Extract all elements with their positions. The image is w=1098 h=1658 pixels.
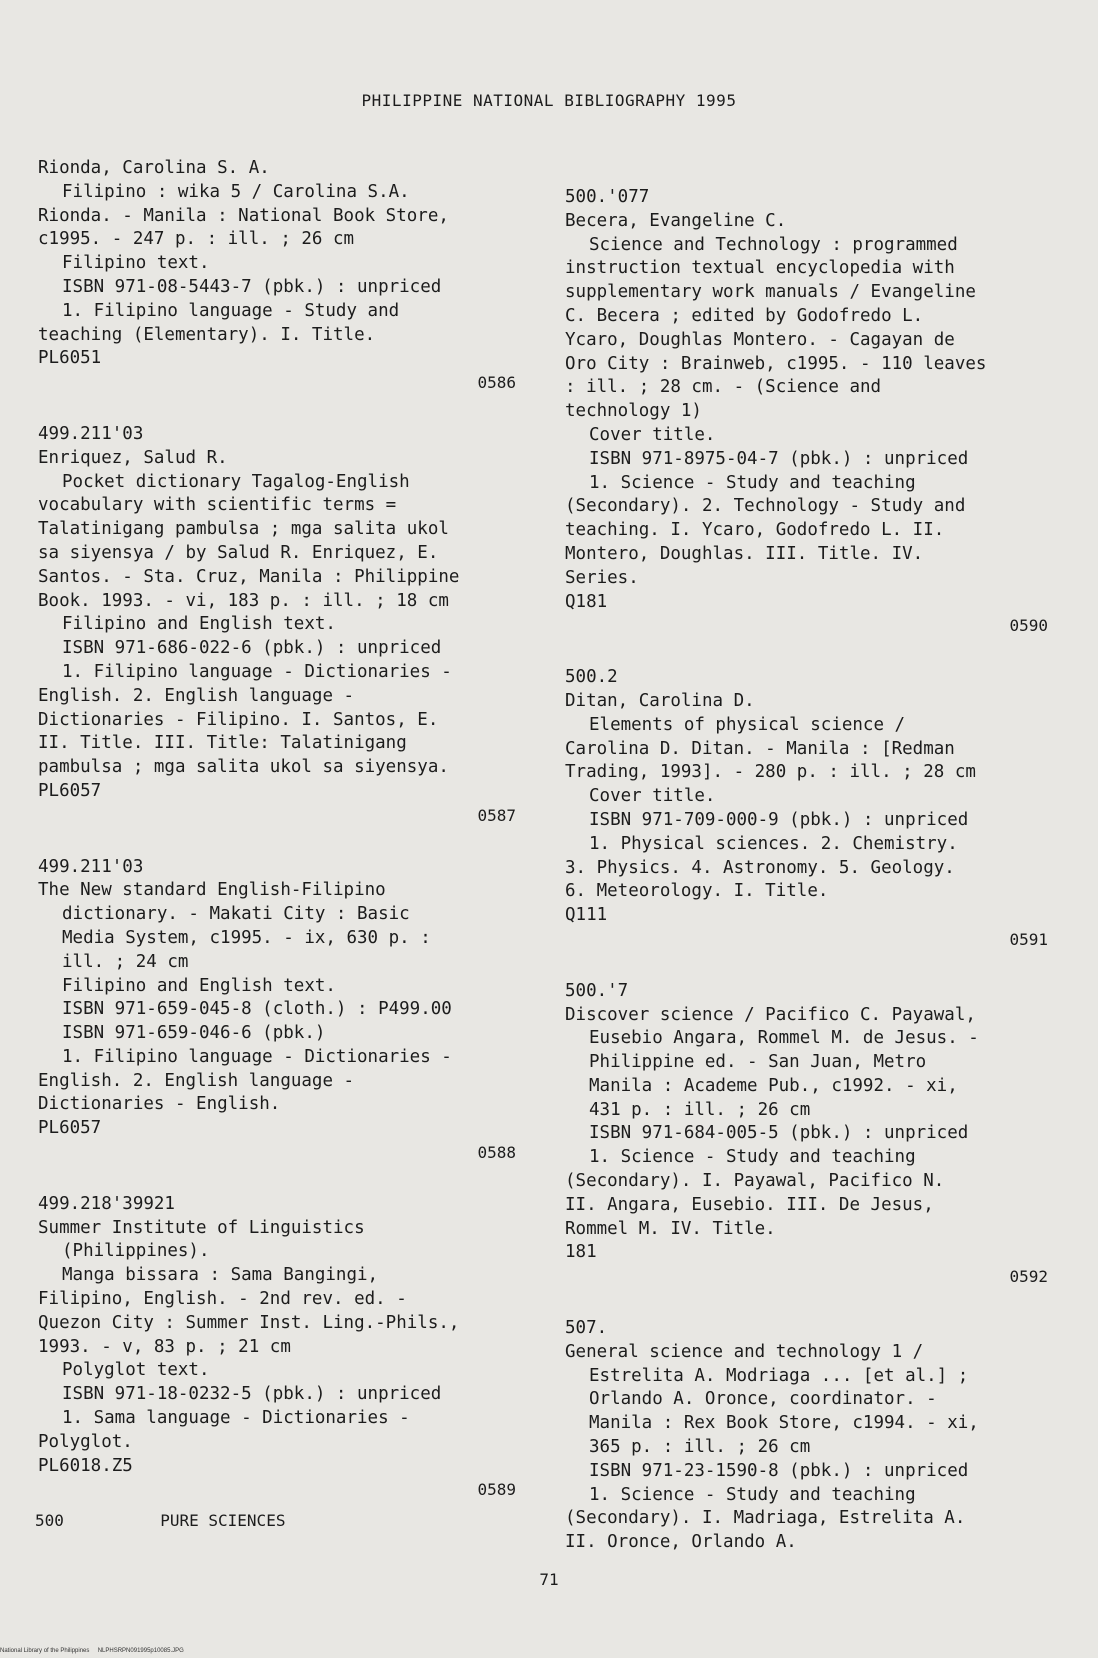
entry-line: Santos. - Sta. Cruz, Manila : Philippine [38, 566, 460, 587]
entry-number: 0589 [477, 1480, 516, 1500]
entry-line: Orlando A. Oronce, coordinator. - [589, 1389, 937, 1410]
entry-line: PL6057 [38, 1118, 102, 1139]
entry-line: 1. Physical sciences. 2. Chemistry. [589, 833, 958, 854]
entry-line: Manila : Academe Pub., c1992. - xi, [589, 1075, 958, 1096]
entry-line: Polyglot text. [62, 1360, 210, 1381]
entry-line: Filipino text. [62, 253, 210, 274]
entry-line: PL6057 [38, 780, 102, 801]
entry-number: 0592 [1009, 1267, 1048, 1287]
entry-line: (Secondary). 2. Technology - Study and [565, 496, 966, 517]
entry-line: Cover title. [589, 424, 716, 445]
entry-line: Filipino and English text. [62, 975, 336, 996]
entry-line: PL6018.Z5 [38, 1455, 133, 1476]
entry-line: 1. Sama language - Dictionaries - [62, 1408, 410, 1429]
entry-line: ISBN 971-659-046-6 (pbk.) [62, 1023, 326, 1044]
entry-line: (Secondary). I. Madriaga, Estrelita A. [565, 1508, 966, 1529]
entry-line: Series. [565, 567, 639, 588]
entry-line: Summer Institute of Linguistics [38, 1217, 365, 1238]
entry-line: Manila : Rex Book Store, c1994. - xi, [589, 1413, 979, 1434]
entry-line: 499.211'03 [38, 423, 144, 444]
entry-line: ISBN 971-659-045-8 (cloth.) : P499.00 [62, 999, 452, 1020]
bibliography-entry [38, 423, 528, 828]
entry-line: 1. Filipino language - Dictionaries - [62, 1046, 452, 1067]
entry-line: 1. Filipino language - Dictionaries - [62, 661, 452, 682]
entry-line: sa siyensya / by Salud R. Enriquez, E. [38, 542, 439, 563]
bibliography-entry [565, 186, 1060, 638]
entry-line: Enriquez, Salud R. [38, 447, 228, 468]
entry-line: Ditan, Carolina D. [565, 690, 755, 711]
bibliography-entry [38, 1193, 528, 1502]
entry-line: 500.'077 [565, 187, 650, 207]
entry-line: instruction textual encyclopedia with [565, 258, 955, 279]
bibliography-entry [565, 980, 1060, 1289]
entry-line: Manga bissara : Sama Bangingi, [62, 1265, 379, 1286]
entry-line: c1995. - 247 p. : ill. ; 26 cm [38, 229, 355, 250]
entry-line: ISBN 971-08-5443-7 (pbk.) : unpriced [62, 276, 442, 297]
entry-line: Dictionaries - English. [38, 1094, 281, 1115]
entry-line: The New standard English-Filipino [38, 880, 386, 901]
entry-line: Filipino and English text. [62, 614, 336, 635]
entry-line: ill. ; 24 cm [62, 951, 189, 972]
entry-number: 0587 [477, 805, 516, 825]
entry-number: 0590 [1009, 616, 1048, 636]
entry-number: 0588 [477, 1143, 516, 1163]
entry-line: (Philippines). [62, 1241, 210, 1262]
entry-line: II. Title. III. Title: Talatinigang [38, 733, 407, 754]
entry-line: Eusebio Angara, Rommel M. de Jesus. - [589, 1028, 979, 1049]
entry-number: 0591 [1009, 929, 1048, 949]
entry-line: II. Angara, Eusebio. III. De Jesus, [565, 1194, 934, 1215]
entry-line: ISBN 971-18-0232-5 (pbk.) : unpriced [62, 1384, 442, 1405]
scan-imprint: National Library of the Philippines NLPHSRPN091995p10085.JPG [0, 1648, 184, 1654]
entry-line: (Secondary). I. Payawal, Pacifico N. [565, 1171, 945, 1192]
entry-line: vocabulary with scientific terms = [38, 495, 397, 516]
entry-line: 1. Science - Study and teaching [589, 472, 916, 493]
left-column [38, 157, 528, 1530]
entry-line: : ill. ; 28 cm. - (Science and [565, 377, 882, 398]
entry-line: General science and technology 1 / [565, 1341, 924, 1362]
entry-line: pambulsa ; mga salita ukol sa siyensya. [38, 757, 449, 778]
entry-line: Oro City : Brainweb, c1995. - 110 leaves [565, 353, 987, 374]
bibliography-entry [38, 856, 528, 1165]
entry-line: 500.'7 [565, 980, 629, 1001]
entry-line: ISBN 971-8975-04-7 (pbk.) : unpriced [589, 448, 969, 469]
entry-line: 1. Science - Study and teaching [589, 1147, 916, 1168]
entry-line: English. 2. English language - [38, 685, 355, 706]
entry-line: Rommel M. IV. Title. [565, 1218, 776, 1239]
entry-line: 507. [565, 1318, 608, 1339]
section-footer: 500 PURE SCIENCES [35, 1511, 286, 1530]
bibliography-entry [565, 1317, 1060, 1555]
entry-line: Rionda. - Manila : National Book Store, [38, 205, 449, 226]
entry-line: 1. Filipino language - Study and [62, 300, 400, 321]
entry-line: Rionda, Carolina S. A. [38, 158, 270, 178]
entry-line: Trading, 1993]. - 280 p. : ill. ; 28 cm [565, 762, 976, 783]
bibliography-entry [565, 666, 1060, 952]
page-title: PHILIPPINE NATIONAL BIBLIOGRAPHY 1995 [361, 91, 737, 110]
entry-line: Discover science / Pacifico C. Payawal, [565, 1004, 976, 1025]
entry-line: 499.211'03 [38, 856, 144, 877]
entry-line: Philippine ed. - San Juan, Metro [589, 1052, 927, 1073]
entry-line: Becera, Evangeline C. [565, 210, 787, 231]
entry-line: Elements of physical science / [589, 714, 906, 735]
entry-line: Estrelita A. Modriaga ... [et al.] ; [589, 1365, 969, 1386]
entry-line: 431 p. : ill. ; 26 cm [589, 1099, 811, 1120]
entry-line: 365 p. : ill. ; 26 cm [589, 1437, 811, 1458]
entry-line: 3. Physics. 4. Astronomy. 5. Geology. [565, 857, 955, 878]
entry-line: Filipino : wika 5 / Carolina S.A. [62, 181, 410, 202]
right-column [565, 186, 1060, 1583]
entry-line: Pocket dictionary Tagalog-English [62, 471, 410, 492]
entry-line: 6. Meteorology. I. Title. [565, 881, 829, 902]
entry-line: Science and Technology : programmed [589, 234, 958, 255]
entry-line: dictionary. - Makati City : Basic [62, 904, 410, 925]
entry-line: 1993. - v, 83 p. ; 21 cm [38, 1336, 291, 1357]
entry-line: Q181 [565, 591, 608, 612]
entry-line: ISBN 971-23-1590-8 (pbk.) : unpriced [589, 1460, 969, 1481]
entry-line: ISBN 971-686-022-6 (pbk.) : unpriced [62, 638, 442, 659]
entry-line: 499.218'39921 [38, 1193, 175, 1214]
entry-line: teaching (Elementary). I. Title. [38, 324, 376, 345]
entry-line: Carolina D. Ditan. - Manila : [Redman [565, 738, 955, 759]
entry-line: Dictionaries - Filipino. I. Santos, E. [38, 709, 439, 730]
entry-line: Book. 1993. - vi, 183 p. : ill. ; 18 cm [38, 590, 449, 611]
entry-line: Q111 [565, 905, 608, 926]
bibliography-entry [38, 157, 528, 395]
entry-line: Quezon City : Summer Inst. Ling.-Phils., [38, 1312, 460, 1333]
entry-line: Media System, c1995. - ix, 630 p. : [62, 927, 431, 948]
entry-line: Polyglot. [38, 1431, 133, 1452]
entry-line: 181 [565, 1242, 597, 1263]
entry-line: supplementary work manuals / Evangeline [565, 282, 976, 303]
entry-line: 500.2 [565, 667, 618, 688]
entry-line: Filipino, English. - 2nd rev. ed. - [38, 1289, 407, 1310]
entry-line: ISBN 971-709-000-9 (pbk.) : unpriced [589, 809, 969, 830]
entry-line: Talatinigang pambulsa ; mga salita ukol [38, 519, 449, 540]
entry-line: teaching. I. Ycaro, Godofredo L. II. [565, 520, 945, 541]
entry-line: Ycaro, Doughlas Montero. - Cagayan de [565, 329, 955, 350]
entry-line: Cover title. [589, 786, 716, 807]
entry-line: 1. Science - Study and teaching [589, 1484, 916, 1505]
entry-line: ISBN 971-684-005-5 (pbk.) : unpriced [589, 1123, 969, 1144]
entry-line: Montero, Doughlas. III. Title. IV. [565, 543, 924, 564]
page-number: 71 [539, 1570, 559, 1589]
entry-line: PL6051 [38, 348, 102, 369]
entry-line: English. 2. English language - [38, 1070, 355, 1091]
entry-number: 0586 [477, 373, 516, 393]
entry-line: technology 1) [565, 401, 702, 422]
entry-line: C. Becera ; edited by Godofredo L. [565, 305, 924, 326]
entry-line: II. Oronce, Orlando A. [565, 1532, 797, 1553]
